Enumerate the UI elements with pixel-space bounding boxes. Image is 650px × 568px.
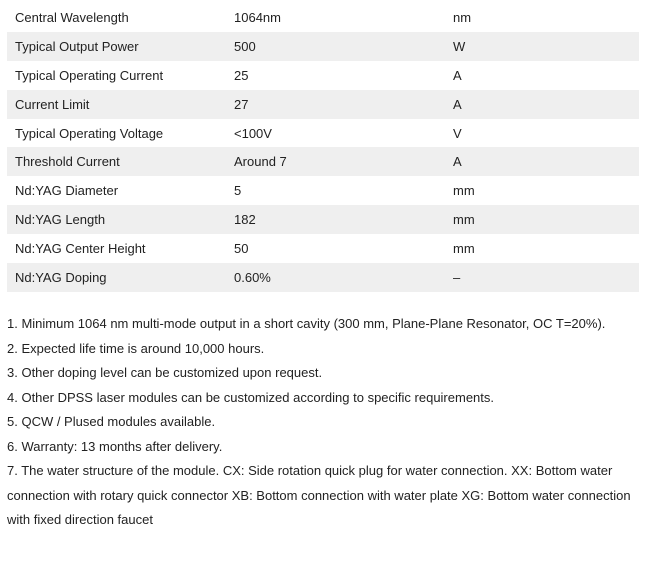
param-name: Typical Operating Current	[15, 67, 164, 83]
table-row	[7, 147, 639, 176]
param-name: Nd:YAG Diameter	[15, 183, 119, 199]
param-value: 50	[234, 241, 249, 257]
table-row	[7, 205, 639, 234]
param-unit: nm	[453, 9, 472, 25]
param-name: Nd:YAG Doping	[7, 263, 226, 292]
param-name: Threshold Current	[7, 147, 226, 176]
param-unit: A	[445, 147, 639, 176]
note-item: 2. Expected life time is around 10,000 hours.	[7, 340, 265, 356]
table-row	[7, 32, 639, 61]
note-item: 4. Other DPSS laser modules can be customized according to specific requirements.	[7, 389, 495, 405]
param-name: Current Limit	[7, 90, 226, 119]
param-name: Typical Output Power	[7, 32, 226, 61]
table-row	[7, 263, 639, 292]
note-item: 7. The water structure of the module. CX: Side rotation quick plug for water connection. XX: Bottom water connection with rotary quick connector XB: Bottom connection with water plate XG: Bottom water connection with fixed direction faucet	[7, 463, 631, 527]
param-value: 182	[226, 205, 445, 234]
note-item: 3. Other doping level can be customized upon request.	[7, 365, 323, 380]
param-name: Typical Operating Voltage	[15, 125, 164, 141]
notes-section	[7, 312, 637, 533]
table-row	[7, 234, 639, 263]
note-item: 6. Warranty: 13 months after delivery.	[7, 438, 223, 454]
table-row	[7, 3, 639, 32]
param-value: 27	[226, 90, 445, 119]
param-unit: mm	[453, 183, 475, 199]
param-value: 0.60%	[226, 263, 445, 292]
param-unit: mm	[445, 205, 639, 234]
param-unit: A	[445, 90, 639, 119]
param-name: Nd:YAG Length	[7, 205, 226, 234]
param-unit: V	[453, 125, 462, 141]
param-name: Central Wavelength	[15, 9, 129, 25]
table-row	[7, 176, 639, 205]
param-unit: mm	[453, 241, 475, 257]
param-unit: W	[445, 32, 639, 61]
param-unit: –	[445, 263, 639, 292]
param-value: 1064nm	[234, 9, 281, 25]
param-value: Around 7	[226, 147, 445, 176]
param-value: <100V	[234, 125, 272, 141]
table-row	[7, 61, 639, 90]
param-value: 5	[234, 183, 242, 199]
table-row	[7, 90, 639, 119]
param-unit: A	[453, 67, 462, 83]
param-value: 25	[234, 67, 249, 83]
param-value: 500	[226, 32, 445, 61]
note-item: 5. QCW / Plused modules available.	[7, 414, 216, 429]
param-name: Nd:YAG Center Height	[15, 241, 146, 257]
spec-table	[7, 3, 639, 292]
table-row	[7, 119, 639, 148]
note-item: 1. Minimum 1064 nm multi-mode output in a short cavity (300 mm, Plane-Plane Resonator, OC T=20%).	[7, 316, 606, 331]
